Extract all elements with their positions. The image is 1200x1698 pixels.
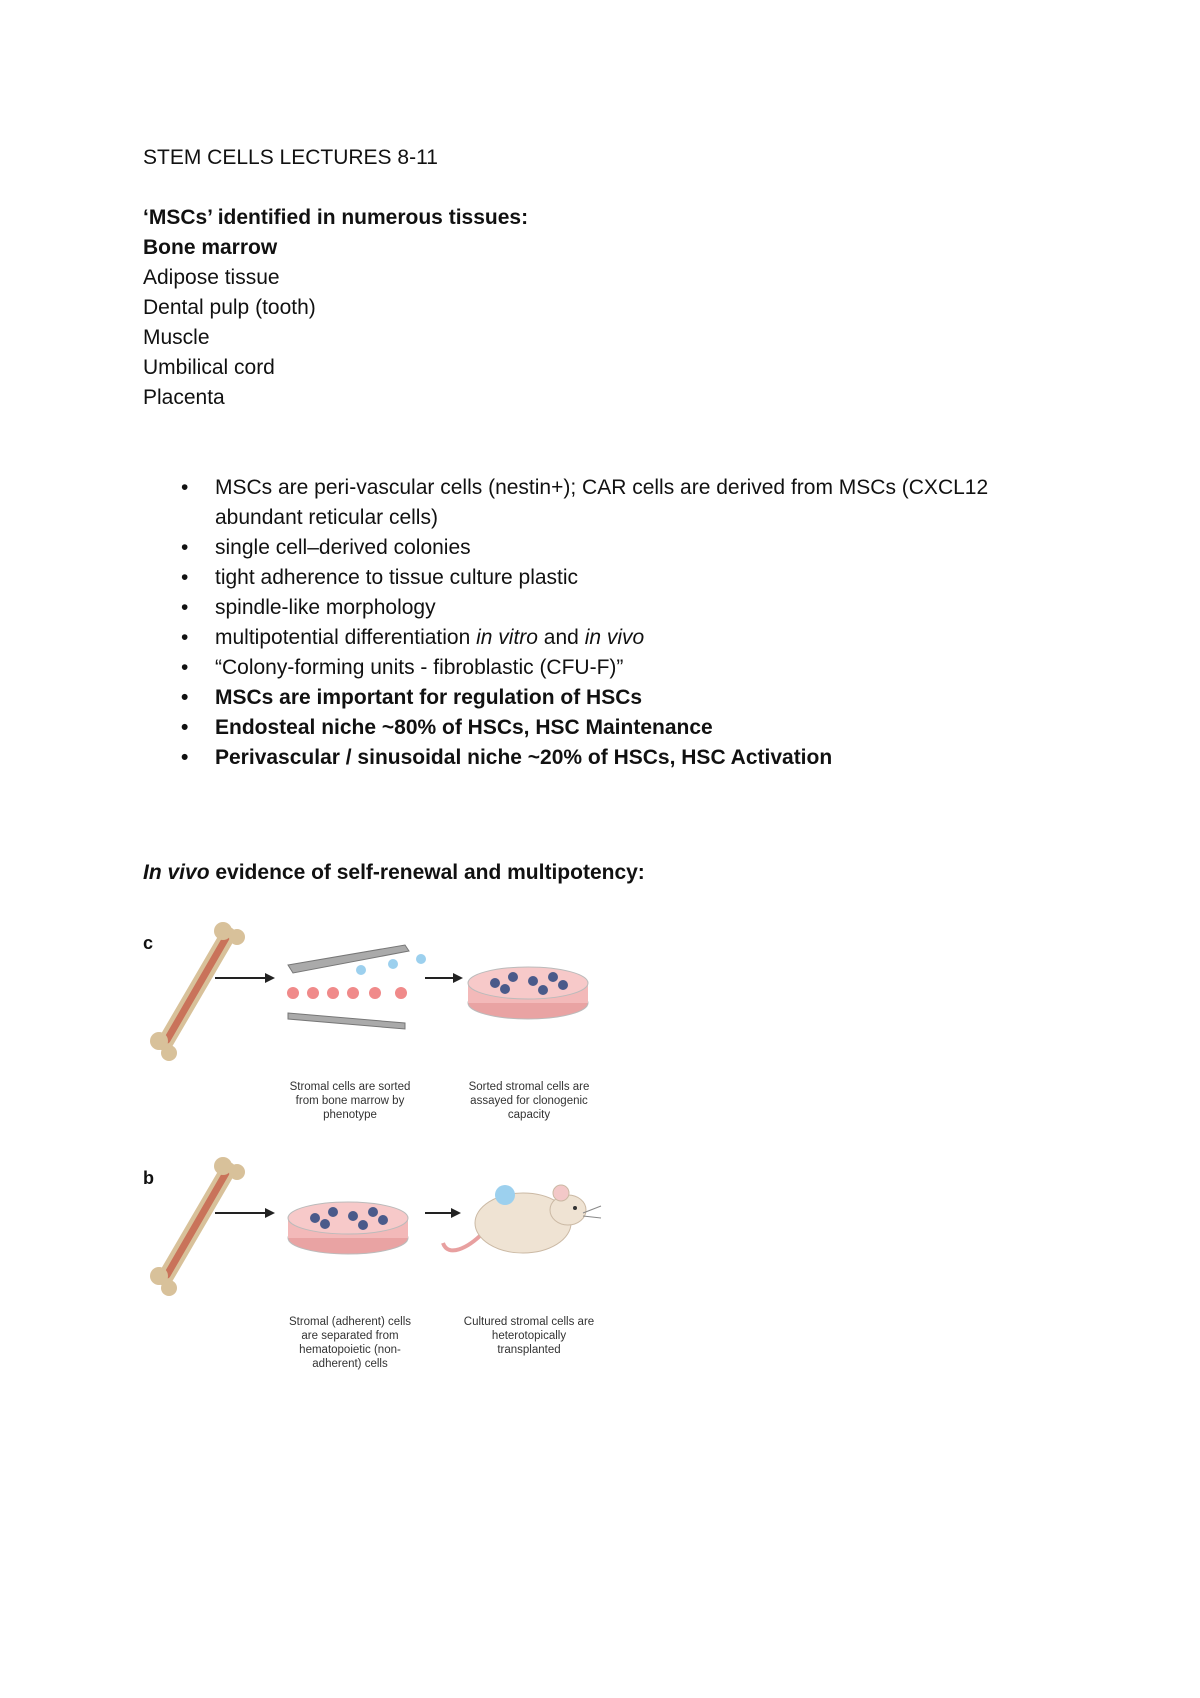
evidence-heading	[143, 858, 645, 888]
bone-icon	[150, 1157, 245, 1296]
figure-c-illustration	[143, 903, 623, 1078]
bone-icon	[150, 922, 245, 1061]
arrow-right-icon	[215, 1208, 275, 1218]
bullet-text: and	[537, 626, 585, 649]
figure-caption: Sorted stromal cells are assayed for clonogenic capacity	[468, 1081, 590, 1121]
bullet-item: • single cell–derived colonies	[143, 533, 1043, 563]
tissue-item: Umbilical cord	[143, 356, 275, 379]
tissue-item: Adipose tissue	[143, 266, 280, 289]
bullet-item: • “Colony-forming units - fibroblastic (CFU-F)”	[143, 653, 1043, 683]
tissue-item: Muscle	[143, 326, 210, 349]
bullet-item: • tight adherence to tissue culture plastic	[143, 563, 1043, 593]
evidence-italic: In vivo	[143, 861, 210, 884]
msc-bullet-list	[143, 473, 1043, 773]
tissue-item: Placenta	[143, 386, 225, 409]
figure-b	[143, 1138, 623, 1408]
bullet-text: multipotential differentiation	[215, 626, 477, 649]
bullet-italic: in vivo	[584, 626, 645, 649]
document-page	[143, 143, 1103, 1370]
arrow-right-icon	[425, 1208, 461, 1218]
figure-c	[143, 903, 623, 1143]
tissue-heading: ‘MSCs’ identified in numerous tissues:	[143, 206, 529, 229]
bullet-italic: in vitro	[476, 626, 538, 649]
culture-dish-icon	[468, 967, 588, 1019]
bullet-item: • MSCs are peri-vascular cells (nestin+); CAR cells are derived from MSCs (CXCL12 abundant reticular cells)	[143, 473, 1043, 533]
tissue-item: Dental pulp (tooth)	[143, 296, 316, 319]
figure-letter: c	[143, 933, 154, 953]
figure-letter: b	[143, 1168, 154, 1188]
figure-caption: Cultured stromal cells are heterotopically transplanted	[463, 1316, 595, 1356]
figure-caption: Stromal cells are sorted from bone marrow by phenotype	[289, 1081, 411, 1121]
evidence-text: evidence of self-renewal and multipotency:	[209, 861, 645, 884]
figure-caption: Stromal (adherent) cells are separated from hematopoietic (non-adherent) cells	[288, 1316, 412, 1370]
figure-b-illustration	[143, 1138, 623, 1313]
bullet-item	[143, 623, 1043, 653]
bullet-item: • Perivascular / sinusoidal niche ~20% of HSCs, HSC Activation	[143, 743, 1043, 773]
bullet-item: • spindle-like morphology	[143, 593, 1043, 623]
bullet-item: • Endosteal niche ~80% of HSCs, HSC Maintenance	[143, 713, 1043, 743]
culture-dish-icon	[288, 1202, 408, 1254]
arrow-right-icon	[215, 973, 275, 983]
tissue-list	[143, 203, 1103, 413]
bullet-item: • MSCs are important for regulation of HSCs	[143, 683, 1043, 713]
cell-sorter-plates	[288, 945, 409, 1029]
document-title: STEM CELLS LECTURES 8-11	[143, 146, 438, 169]
arrow-right-icon	[425, 973, 463, 983]
mouse-icon	[443, 1185, 601, 1253]
tissue-item: Bone marrow	[143, 236, 278, 259]
